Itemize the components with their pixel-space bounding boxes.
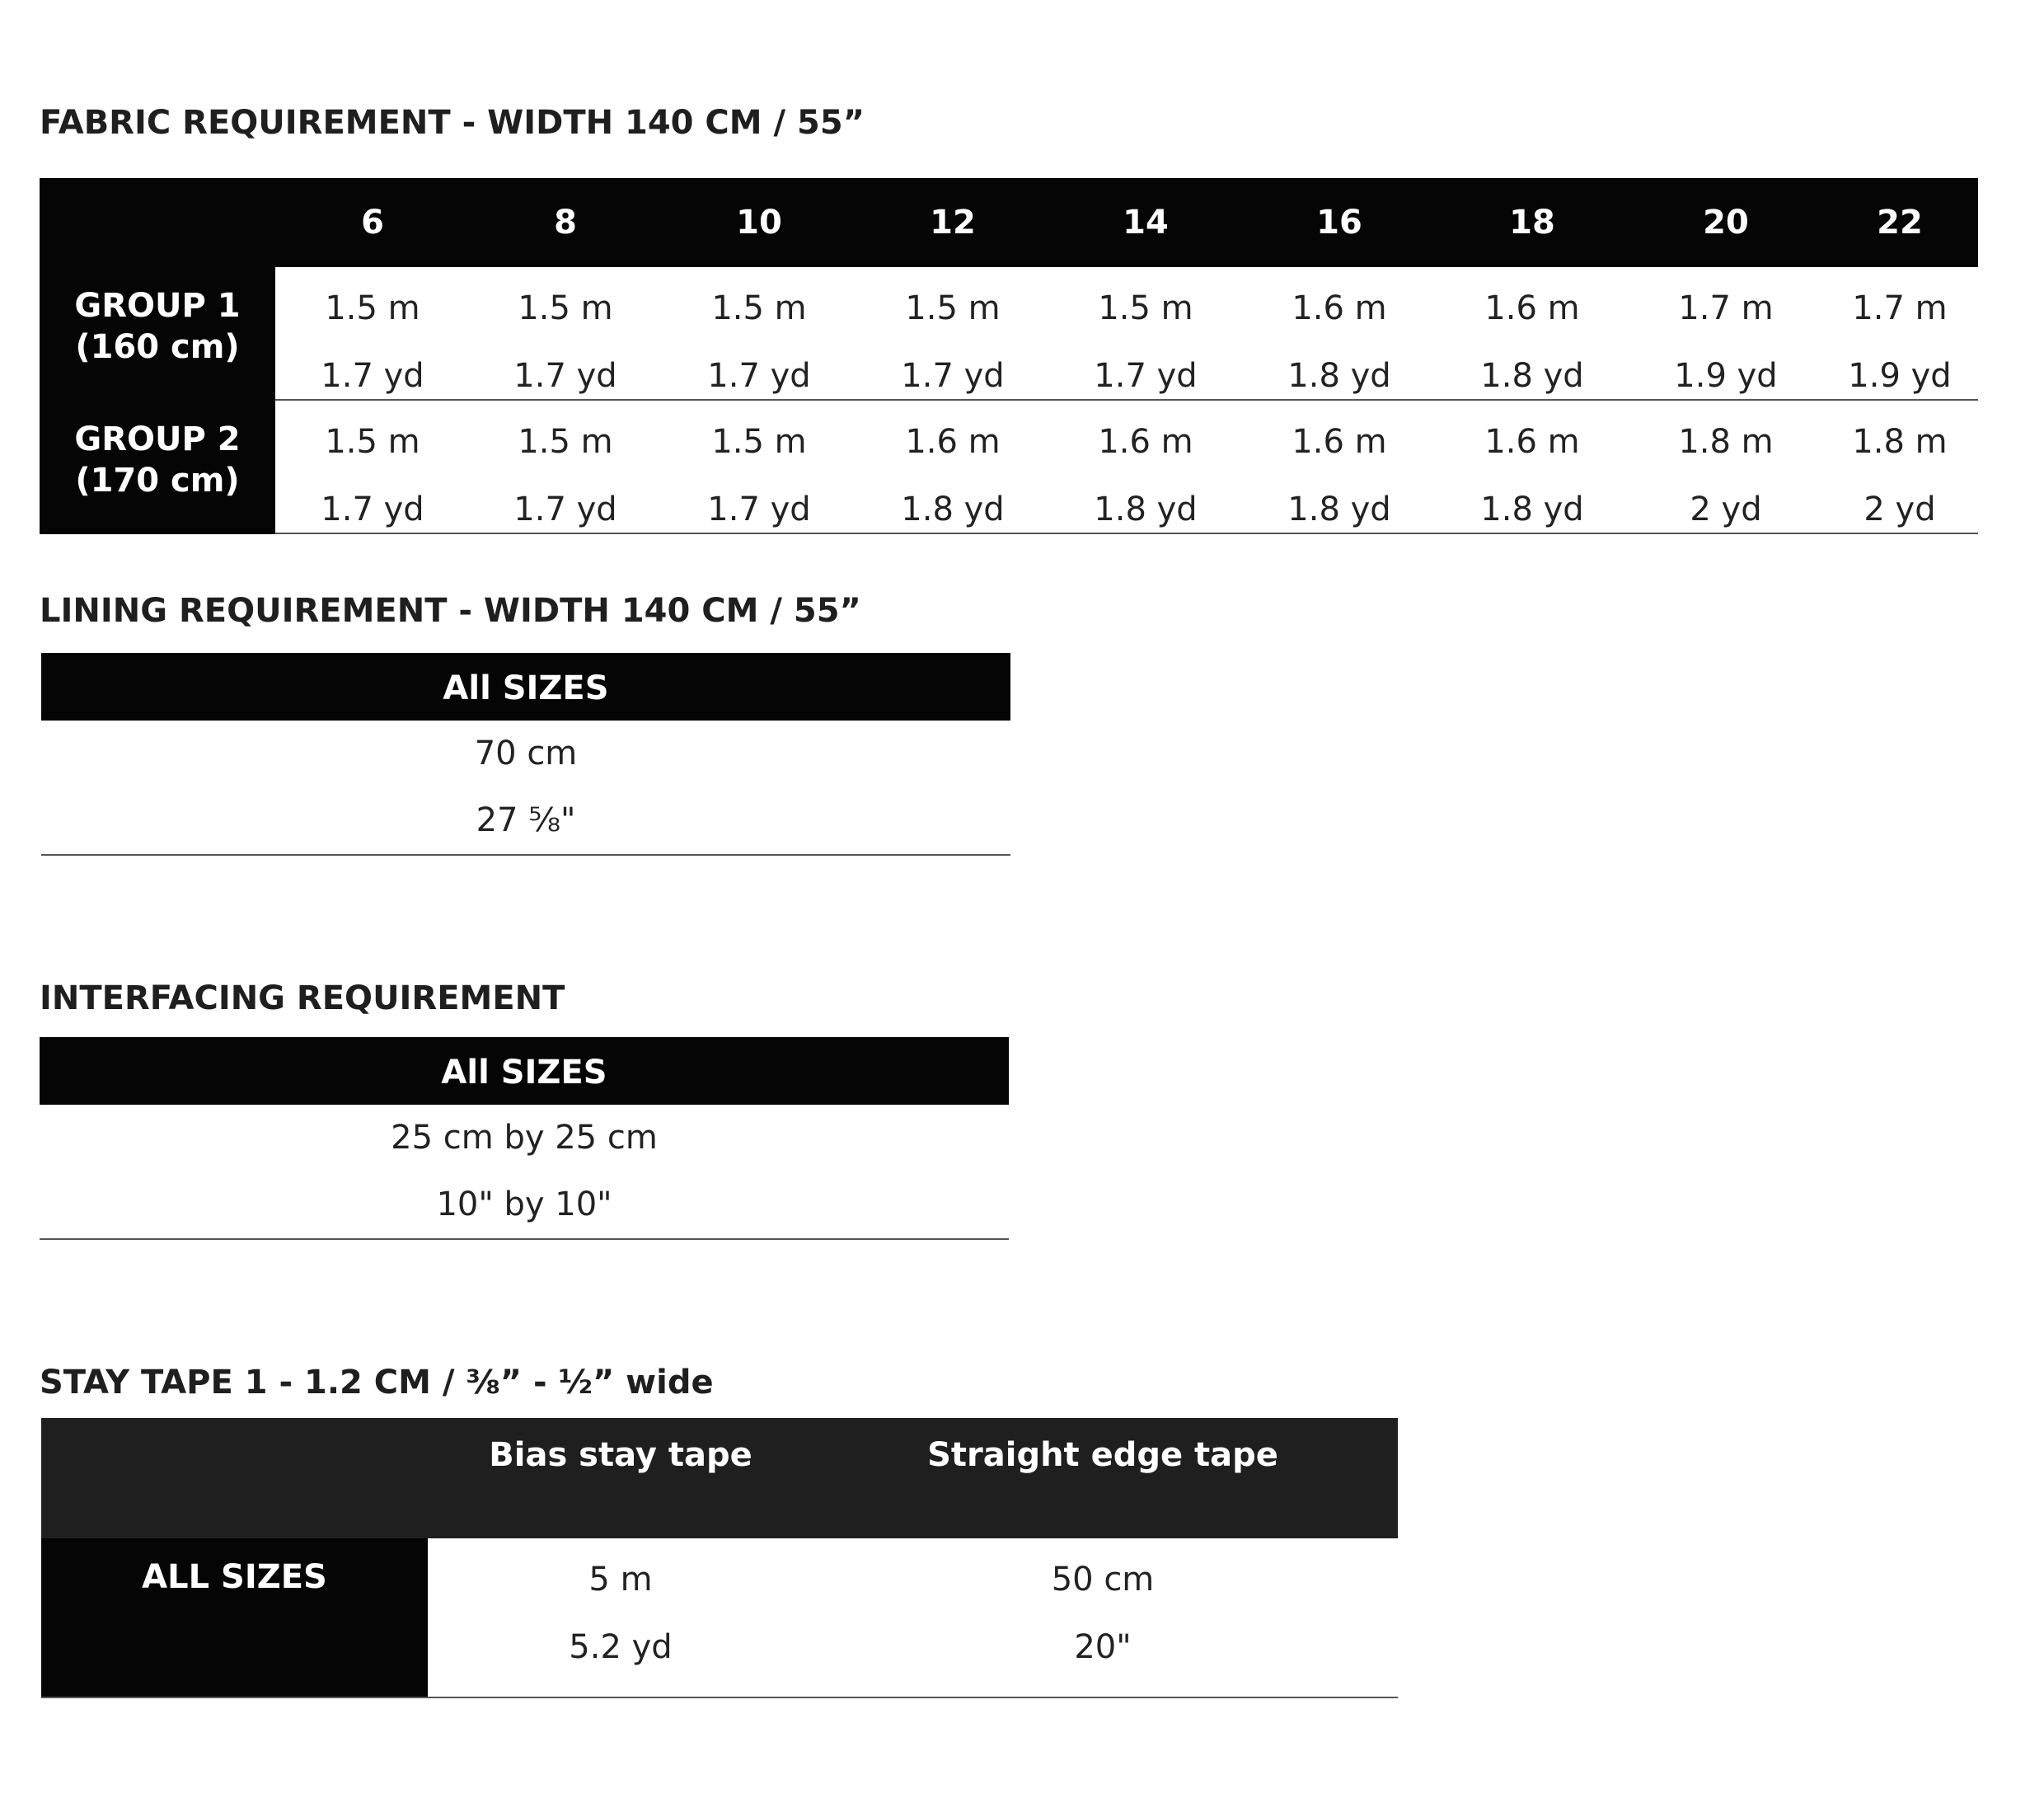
group-1-name: GROUP 1 [74,287,241,325]
bias-tape-imperial: 5.2 yd [569,1628,673,1666]
fabric-meters-cell: 1.7 m [1852,289,1948,327]
fabric-yards-cell: 1.7 yd [707,491,811,528]
fabric-meters-cell: 1.6 m [1292,423,1387,461]
fabric-meters-cell: 1.6 m [1292,289,1387,327]
size-header-cell: 10 [736,204,782,242]
fabric-yards-cell: 1.7 yd [321,491,424,528]
row-divider [275,533,1978,534]
bias-stay-tape-header: Bias stay tape [489,1436,752,1474]
fabric-meters-cell: 1.5 m [518,289,613,327]
straight-tape-metric: 50 cm [1051,1561,1155,1599]
fabric-meters-cell: 1.5 m [518,423,613,461]
fabric-yards-cell: 1.7 yd [1094,357,1198,395]
fabric-requirement-title: FABRIC REQUIREMENT - WIDTH 140 CM / 55” [40,104,865,142]
fabric-yards-cell: 1.8 yd [1287,357,1391,395]
fabric-meters-cell: 1.5 m [905,289,1001,327]
interfacing-requirement-title: INTERFACING REQUIREMENT [40,979,565,1017]
interfacing-value-cm: 25 cm by 25 cm [391,1119,658,1157]
group-1-height: (160 cm) [75,328,240,366]
row-divider [41,854,1010,856]
stay-tape-table [41,1418,1398,1698]
fabric-meters-cell: 1.6 m [1484,289,1580,327]
fabric-yards-cell: 1.9 yd [1674,357,1778,395]
size-header-cell: 16 [1316,204,1362,242]
fabric-yards-cell: 1.7 yd [901,357,1005,395]
straight-edge-tape-header: Straight edge tape [927,1436,1278,1474]
fabric-meters-cell: 1.6 m [905,423,1001,461]
group-2-height: (170 cm) [75,462,240,500]
fabric-yards-cell: 1.8 yd [1287,491,1391,528]
fabric-yards-cell: 2 yd [1690,491,1762,528]
fabric-requirement-table [40,178,1978,534]
size-header-cell: 8 [554,204,577,242]
fabric-meters-cell: 1.5 m [1098,289,1193,327]
fabric-meters-cell: 1.5 m [325,423,420,461]
fabric-group-2-row [40,401,1978,534]
fabric-yards-cell: 1.8 yd [1480,491,1584,528]
fabric-yards-cell: 1.8 yd [901,491,1005,528]
straight-tape-imperial: 20" [1074,1628,1132,1666]
fabric-yards-cell: 1.7 yd [707,357,811,395]
lining-requirement-table [41,653,1010,856]
size-header-cell: 22 [1877,204,1923,242]
lining-requirement-title: LINING REQUIREMENT - WIDTH 140 CM / 55” [40,592,861,630]
fabric-meters-cell: 1.5 m [325,289,420,327]
interfacing-requirement-table [40,1037,1009,1240]
stay-tape-title: STAY TAPE 1 - 1.2 CM / ⅜” - ½” wide [40,1364,714,1401]
size-header-cell: 18 [1509,204,1555,242]
fabric-meters-cell: 1.5 m [711,423,807,461]
row-divider [41,1697,1398,1698]
stay-tape-header-row [41,1418,1398,1538]
bias-tape-metric: 5 m [588,1561,653,1599]
fabric-yards-cell: 1.7 yd [513,357,617,395]
fabric-yards-cell: 1.7 yd [513,491,617,528]
lining-header: All SIZES [41,653,1010,721]
fabric-yards-cell: 2 yd [1864,491,1936,528]
fabric-size-header-row [40,178,1978,267]
fabric-yards-cell: 1.8 yd [1480,357,1584,395]
fabric-meters-cell: 1.6 m [1484,423,1580,461]
interfacing-header: All SIZES [40,1037,1009,1105]
fabric-yards-cell: 1.9 yd [1848,357,1952,395]
all-sizes-label: ALL SIZES [41,1538,428,1698]
group-1-label [40,267,275,401]
stay-tape-all-sizes-row [41,1538,1398,1698]
fabric-meters-cell: 1.8 m [1678,423,1774,461]
row-divider [40,1238,1009,1240]
fabric-group-1-row [40,267,1978,401]
fabric-meters-cell: 1.7 m [1678,289,1774,327]
fabric-meters-cell: 1.8 m [1852,423,1948,461]
group-2-label [40,401,275,534]
size-header-cell: 20 [1703,204,1749,242]
fabric-meters-cell: 1.5 m [711,289,807,327]
size-header-cell: 6 [361,204,384,242]
lining-value-inch: 27 ⅝" [476,801,576,839]
fabric-yards-cell: 1.7 yd [321,357,424,395]
size-header-cell: 12 [930,204,976,242]
group-2-name: GROUP 2 [74,420,241,458]
fabric-yards-cell: 1.8 yd [1094,491,1198,528]
fabric-meters-cell: 1.6 m [1098,423,1193,461]
size-header-cell: 14 [1123,204,1169,242]
interfacing-value-inch: 10" by 10" [436,1186,612,1223]
lining-value-cm: 70 cm [474,735,578,772]
